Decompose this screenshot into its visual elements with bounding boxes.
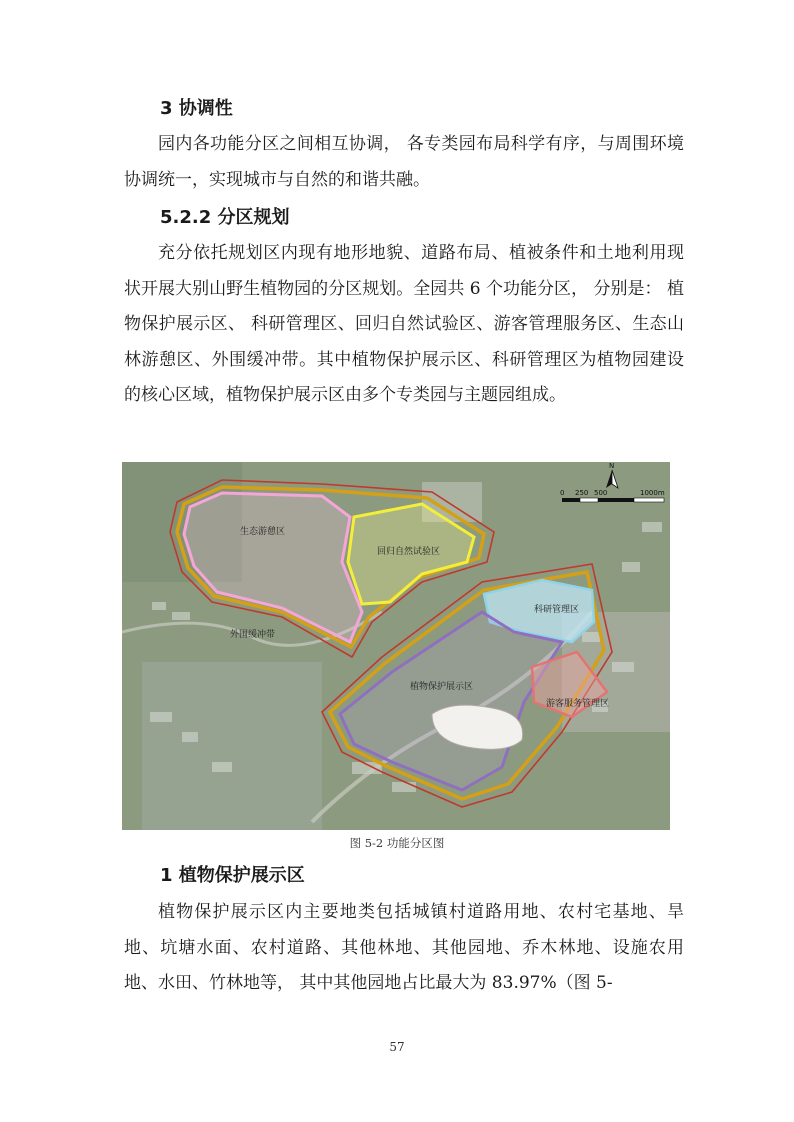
zoning-map (122, 462, 670, 830)
paragraph-coordination (124, 127, 684, 198)
scale-tick-label: 0 (560, 489, 565, 497)
scale-tick-label: 500 (594, 489, 608, 497)
section-heading-coordination: 3 协调性 (160, 98, 233, 119)
scale-tick-label: 1000m (640, 489, 665, 497)
section-heading-zoning: 5.2.2 分区规划 (160, 207, 290, 228)
paragraph-text: 植物保护展示区内主要地类包括城镇村道路用地、农村宅基地、旱地、坑塘水面、农村道路、其他林地、其他园地、乔木林地、设施农用地、水田、竹林地等， 其中其他园地占比最大为 83.97%（图 5- (124, 902, 684, 993)
paragraph-zoning (124, 236, 684, 414)
page-number: 57 (389, 1040, 405, 1054)
label-research: 科研管理区 (534, 605, 580, 615)
label-eco-forest: 生态游憩区 (240, 527, 286, 537)
section-heading-plant-protection: 1 植物保护展示区 (160, 865, 305, 886)
paragraph-text: 充分依托规划区内现有地形地貌、道路布局、植被条件和土地利用现状开展大别山野生植物园的分区规划。全园共 6 个功能分区， 分别是： 植物保护展示区、 科研管理区、回归自然试验区、游客管理服务区、生态山林游憩区、外围缓冲带。其中植物保护展示区、科研管理区为植物园建设的核心区域，植物保护展示区由多个专类园与主题园组成。 (124, 243, 684, 405)
figure-caption: 图 5-2 功能分区图 (349, 836, 445, 850)
label-plant-protection: 植物保护展示区 (410, 682, 474, 692)
map-urban-patch (142, 662, 322, 830)
scale-tick-label: 250 (575, 489, 589, 497)
label-buffer: 外围缓冲带 (230, 630, 276, 640)
north-label: N (609, 462, 615, 470)
paragraph-text: 园内各功能分区之间相互协调， 各专类园布局科学有序，与周围环境协调统一，实现城市与自然的和谐共融。 (124, 134, 684, 190)
label-visitor-service: 游客服务管理区 (546, 699, 610, 709)
zoning-map-figure (122, 462, 670, 830)
paragraph-plant-protection (124, 895, 684, 1002)
label-return-nature: 回归自然试验区 (377, 547, 441, 557)
